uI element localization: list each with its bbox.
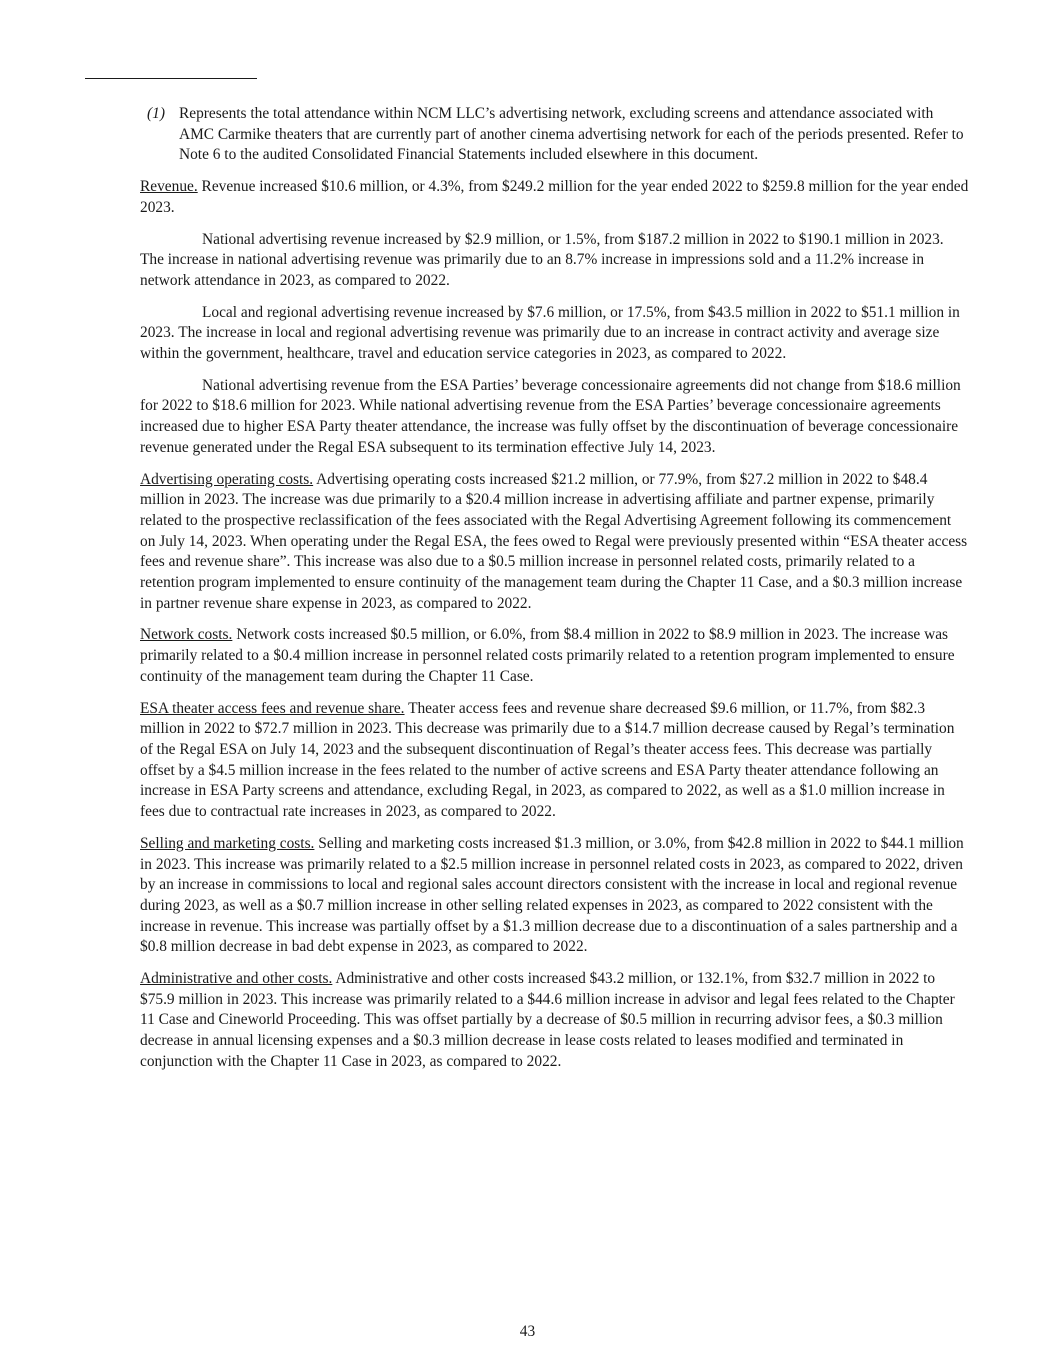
- advertising-costs-heading: Advertising operating costs.: [140, 470, 314, 488]
- body-text: [140, 104, 970, 1084]
- network-costs-paragraph: [140, 625, 970, 687]
- footnote-separator: [85, 78, 257, 79]
- admin-costs-heading: Administrative and other costs.: [140, 970, 333, 988]
- admin-costs-paragraph: [140, 969, 970, 1073]
- footnote-text: Represents the total attendance within NCM LLC’s advertising network, excluding screens and attendance associated with AMC Carmike theaters that are currently part of another cinema advertising network for each of the periods presented. Refer to Note 6 to the audited Consolidated Financial Statements included elsewhere in this document.: [179, 105, 964, 164]
- network-costs-text: Network costs increased $0.5 million, or 6.0%, from $8.4 million in 2022 to $8.9 million in 2023. The increase was primarily related to a $0.4 million increase in personnel related costs primarily related to a retention program implemented to ensure continuity of the management team during the Chapter 11 Case.: [140, 626, 955, 685]
- footnote-marker: (1): [147, 105, 165, 122]
- local-revenue-paragraph: Local and regional advertising revenue increased by $7.6 million, or 17.5%, from $43.5 million in 2022 to $51.1 million in 2023. The increase in local and regional advertising revenue was primarily due to an increase in contract activity and average size within the government, healthcare, travel and education service categories in 2023, as compared to 2022.: [140, 303, 960, 363]
- admin-costs-text: Administrative and other costs increased $43.2 million, or 132.1%, from $32.7 million in 2022 to $75.9 million in 2023. This increase was primarily related to a $44.6 million increase in advisor and legal fees related to the Chapter 11 Case and Cineworld Proceeding. This was offset partially by a decrease of $0.5 million in recurring advisor fees, a $0.3 million decrease in annual licensing expenses and a $0.3 million decrease in lease costs related to leases modified and terminated in conjunction with the Chapter 11 Case in 2023, as compared to 2022.: [140, 970, 955, 1070]
- page-number: 43: [519, 1323, 536, 1340]
- esa-fees-paragraph: [140, 699, 970, 823]
- esa-revenue-paragraph: National advertising revenue from the ESA Parties’ beverage concessionaire agreements did not change from $18.6 million for 2022 to $18.6 million for 2023. While national advertising revenue from the ESA Parties’ beverage concessionaire agreements increased due to higher ESA Party theater attendance, the increase was fully offset by the discontinuation of beverage concessionaire revenue generated under the Regal ESA subsequent to its termination effective July 14, 2023.: [140, 376, 961, 456]
- national-revenue-paragraph: National advertising revenue increased by $2.9 million, or 1.5%, from $187.2 million in 2022 to $190.1 million in 2023. The increase in national advertising revenue was primarily due to an 8.7% increase in impressions sold and a 11.2% increase in network attendance in 2023, as compared to 2022.: [140, 230, 944, 289]
- selling-costs-text: Selling and marketing costs increased $1.3 million, or 3.0%, from $42.8 million in 2022 to $44.1 million in 2023. This increase was primarily related to a $2.5 million increase in personnel related costs in 2023, as compared to 2022, driven by an increase in commissions to local and regional sales account directors consistent with the increase in local and regional revenue during 2023, as well as a $0.7 million increase in other selling related expenses in 2023, as compared to 2022 consistent with the increase in revenue. This increase was partially offset by a $1.3 million decrease due to a discontinuation of a sales partnership and a $0.8 million decrease in bad debt expense in 2023, as compared to 2022.: [140, 834, 964, 956]
- revenue-heading: Revenue.: [140, 178, 198, 196]
- esa-fees-heading: ESA theater access fees and revenue share.: [140, 699, 405, 717]
- revenue-text: Revenue increased $10.6 million, or 4.3%, from $249.2 million for the year ended 2022 to $259.8 million for the year ended 2023.: [140, 178, 969, 216]
- footnote: [140, 104, 970, 166]
- network-costs-heading: Network costs.: [140, 626, 233, 644]
- advertising-costs-text: Advertising operating costs increased $21.2 million, or 77.9%, from $27.2 million in 2022 to $48.4 million in 2023. The increase was due primarily to a $20.4 million increase in advertising affiliate and partner expense, primarily related to the prospective reclassification of the fees associated with the Regal Advertising Agreement following its commencement on July 14, 2023. When operating under the Regal ESA, the fees owed to Regal were previously presented within “ESA theater access fees and revenue share”. This increase was also due to a $0.5 million increase in personnel related costs, primarily related to a retention program implemented to ensure continuity of the management team during the Chapter 11 Case, and a $0.3 million increase in partner revenue share expense in 2023, as compared to 2022.: [140, 470, 968, 612]
- esa-fees-text: Theater access fees and revenue share decreased $9.6 million, or 11.7%, from $82.3 million in 2022 to $72.7 million in 2023. This decrease was primarily due to a $14.7 million decrease caused by Regal’s termination of the Regal ESA on July 14, 2023 and the subsequent discontinuation of Regal’s theater access fees. This decrease was partially offset by a $4.5 million increase in the fees related to the number of active screens and ESA Party theater attendance following an increase in ESA Party screens and attendance, excluding Regal, in 2023, as compared to 2022, as well as a $1.0 million increase in fees due to contractual rate increases in 2023, as compared to 2022.: [140, 699, 955, 821]
- advertising-costs-paragraph: [140, 470, 970, 615]
- selling-costs-heading: Selling and marketing costs.: [140, 834, 315, 852]
- selling-costs-paragraph: [140, 834, 970, 958]
- revenue-paragraph: [140, 177, 970, 218]
